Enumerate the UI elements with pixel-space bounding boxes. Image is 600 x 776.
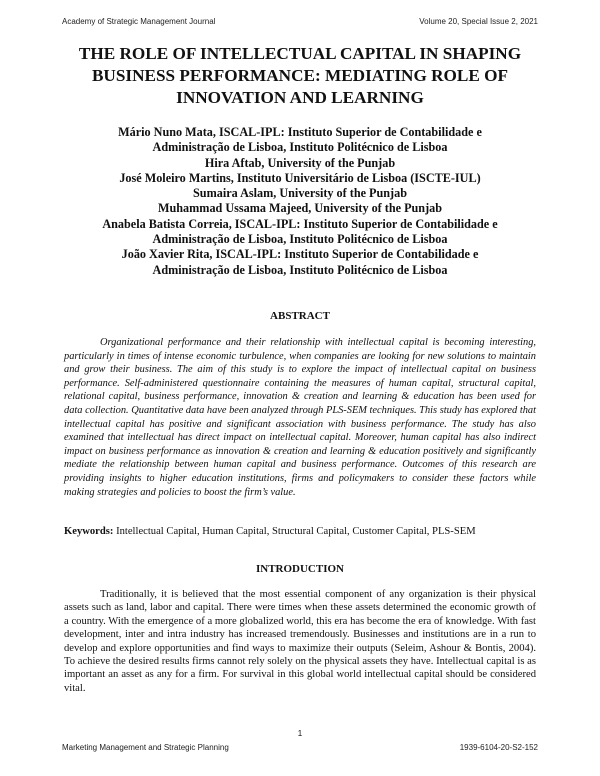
introduction-text	[64, 588, 536, 695]
title-line: BUSINESS PERFORMANCE: MEDIATING ROLE OF	[91, 66, 509, 85]
introduction-body: Traditionally, it is believed that the most essential component of any organization is their physical assets such as land, labor and capital. There were times when these assets determined the economic growth of a country. With the emergence of a more globalized world, this era has become the era of knowledge. With fast development, inter and intra industry has increased tremendously. Businesses and institutions are in a run to develop and explore opportunities and find ways to maximize their outputs (Seleim, Ashour & Bontis, 2004). To achieve the desired results firms cannot rely solely on the physical assets they have. Intellectual capital is as important an asset as any for a firm. For survival in this global world intellectual capital should be considered vital.	[64, 589, 536, 694]
author-line: Administração de Lisboa, Instituto Politécnico de Lisboa	[152, 140, 448, 155]
page-number: 1	[297, 729, 303, 738]
author-line: Mário Nuno Mata, ISCAL-IPL: Instituto Superior de Contabilidade e	[118, 125, 482, 139]
title-line: THE ROLE OF INTELLECTUAL CAPITAL IN SHAPING	[78, 44, 522, 63]
author-line: Sumaira Aslam, University of the Punjab	[193, 186, 407, 201]
keywords-list: Intellectual Capital, Human Capital, Structural Capital, Customer Capital, PLS-SEM	[113, 526, 476, 537]
keywords-label: Keywords:	[64, 526, 114, 537]
running-header	[62, 17, 538, 26]
author-line: Muhammad Ussama Majeed, University of the Punjab	[157, 201, 443, 216]
volume-info: Volume 20, Special Issue 2, 2021	[419, 17, 538, 26]
author-list	[40, 125, 560, 278]
author-line: João Xavier Rita, ISCAL-IPL: Instituto Superior de Contabilidade e	[121, 247, 479, 262]
paper-title	[40, 43, 560, 109]
abstract-text	[64, 336, 536, 499]
author-line: José Moleiro Martins, Instituto Universitário de Lisboa (ISCTE-IUL)	[119, 170, 481, 185]
footer-journal: Marketing Management and Strategic Planning	[62, 743, 229, 752]
journal-name: Academy of Strategic Management Journal	[62, 17, 216, 26]
abstract-body: Organizational performance and their relationship with intellectual capital is becoming interesting, particularly in times of intense economic turbulence, when companies are looking for new solutions to maintain and grow their business. The aim of this study is to explore the impact of intellectual capital on business performance. Self-administered questionnaire containing the measures of human capital, structural capital, relational capital, business performance, innovation & creation and learning & education has been used for data collection. Quantitative data have been analyzed through PLS-SEM techniques. This study has explored that intellectual capital has positive and significant association with business performance. The study has also examined that intellectual has direct impact on intellectual capital. Moreover, human capital has also indirect impact on business performance as innovation & creation and learning & education positively and significantly mediate the relationship between human capital and business performance. Outcomes of this research are providing insights to higher education institutions, firms and policymakers to consider these factors while making strategies and policies to boost the firm’s value.	[64, 337, 536, 498]
introduction-heading: INTRODUCTION	[255, 563, 344, 575]
running-footer	[62, 743, 538, 752]
abstract-heading: ABSTRACT	[270, 310, 330, 322]
author-line: Anabela Batista Correia, ISCAL-IPL: Instituto Superior de Contabilidade e	[102, 216, 498, 231]
footer-issn: 1939-6104-20-S2-152	[459, 743, 538, 752]
title-line: INNOVATION AND LEARNING	[176, 88, 424, 107]
author-line: Administração de Lisboa, Instituto Politécnico de Lisboa	[152, 262, 448, 277]
author-line: Administração de Lisboa, Instituto Politécnico de Lisboa	[152, 232, 448, 247]
author-line: Hira Aftab, University of the Punjab	[204, 155, 396, 170]
keywords-line	[64, 526, 544, 537]
